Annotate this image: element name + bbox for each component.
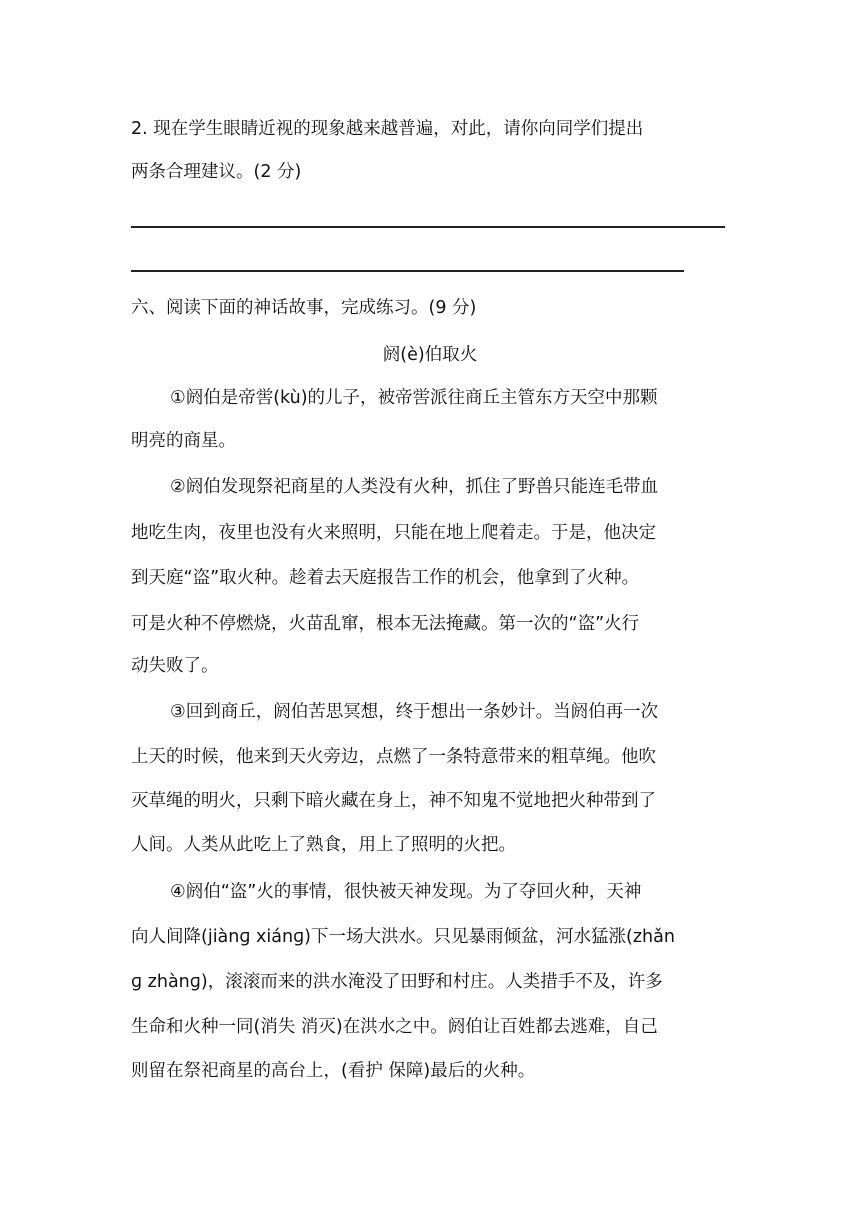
paragraph-4-line-4: 生命和火种一同(消失 消灭)在洪水之中。阏伯让百姓都去逃难，自己: [131, 1017, 658, 1037]
answer-blank-line-1[interactable]: [131, 226, 725, 228]
paragraph-1-line-2: 明亮的商星。: [131, 431, 236, 451]
paragraph-1-line-1: ①阏伯是帝喾(kù)的儿子，被帝喾派往商丘主管东方天空中那颗: [170, 388, 658, 408]
paragraph-3-line-2: 上天的时候，他来到天火旁边，点燃了一条特意带来的粗草绳。他吹: [131, 747, 656, 767]
answer-blank-line-2[interactable]: [131, 270, 684, 272]
paragraph-2-line-2: 地吃生肉，夜里也没有火来照明，只能在地上爬着走。于是，他决定: [131, 523, 656, 543]
paragraph-2-line-3: 到天庭“盗”取火种。趁着去天庭报告工作的机会，他拿到了火种。: [131, 568, 640, 588]
section-6-heading: 六、阅读下面的神话故事，完成练习。(9 分): [131, 298, 477, 318]
question-2-text-line-1: 2. 现在学生眼睛近视的现象越来越普遍，对此，请你向同学们提出: [131, 119, 644, 139]
paragraph-4-line-2: 向人间降(jiànɡ xiánɡ)下一场大洪水。只见暴雨倾盆，河水猛涨(zhǎn: [131, 927, 675, 947]
paragraph-4-line-3: ɡ zhànɡ)，滚滚而来的洪水淹没了田野和村庄。人类措手不及，许多: [131, 972, 663, 992]
passage-title: 阏(è)伯取火: [382, 345, 478, 365]
paragraph-4-line-5: 则留在祭祀商星的高台上，(看护 保障)最后的火种。: [131, 1061, 536, 1081]
paragraph-4-line-1: ④阏伯“盗”火的事情，很快被天神发现。为了夺回火种，天神: [170, 882, 642, 902]
paragraph-3-line-1: ③回到商丘，阏伯苦思冥想，终于想出一条妙计。当阏伯再一次: [170, 702, 659, 722]
question-2-text-line-2: 两条合理建议。(2 分): [131, 162, 302, 182]
paragraph-3-line-3: 灭草绳的明火，只剩下暗火藏在身上，神不知鬼不觉地把火种带到了: [131, 791, 656, 811]
paragraph-2-line-4: 可是火种不停燃烧，火苗乱窜，根本无法掩藏。第一次的“盗”火行: [131, 614, 640, 634]
paragraph-2-line-1: ②阏伯发现祭祀商星的人类没有火种，抓住了野兽只能连毛带血: [170, 477, 659, 497]
paragraph-3-line-4: 人间。人类从此吃上了熟食，用上了照明的火把。: [131, 835, 516, 855]
paragraph-2-line-5: 动失败了。: [131, 656, 219, 676]
